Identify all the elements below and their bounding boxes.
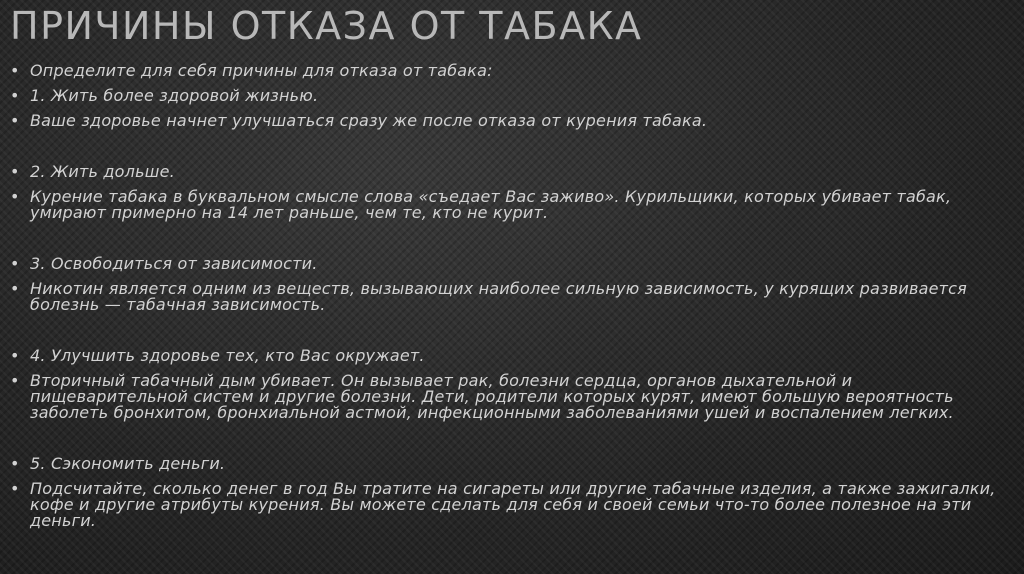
bullet-dot-icon: • (10, 86, 20, 105)
bullet-reason-2-detail (10, 189, 1010, 221)
bullet-dot-icon: • (10, 346, 20, 365)
bullet-reason-1 (10, 88, 1010, 104)
bullet-text: 5. Сэкономить деньги. (30, 454, 226, 473)
bullet-text: Определите для себя причины для отказа от табака: (30, 61, 493, 80)
bullet-text: Вторичный табачный дым убивает. Он вызывает рак, болезни сердца, органов дыхательной и пищеварительной систем и другие болезни. Дети, родители которых курят, имеют большую вероятность заболеть бронхитом, бронхиальной астмой, инфекционными заболеваниями ушей и воспалением легких. (30, 371, 954, 422)
bullet-reason-5 (10, 456, 1010, 472)
bullet-text: Курение табака в буквальном смысле слова «съедает Вас заживо». Курильщики, которых убивает табак, умирают примерно на 14 лет раньше, чем те, кто не курит. (30, 187, 952, 222)
bullet-dot-icon: • (10, 162, 20, 181)
bullet-reason-3 (10, 256, 1010, 272)
bullet-reason-2 (10, 164, 1010, 180)
slide-title: ПРИЧИНЫ ОТКАЗА ОТ ТАБАКА (10, 4, 643, 48)
bullet-text: Подсчитайте, сколько денег в год Вы тратите на сигареты или другие табачные изделия, а также зажигалки, кофе и другие атрибуты курения. Вы можете сделать для себя и своей семьи что-то более полезное на эти деньги. (30, 479, 996, 530)
bullet-reason-1-detail (10, 113, 1010, 129)
bullet-dot-icon: • (10, 371, 20, 390)
bullet-text: 2. Жить дольше. (30, 162, 175, 181)
bullet-intro (10, 63, 1010, 79)
bullet-dot-icon: • (10, 111, 20, 130)
bullet-reason-3-detail (10, 281, 1010, 313)
bullet-dot-icon: • (10, 279, 20, 298)
bullet-text: 3. Освободиться от зависимости. (30, 254, 318, 273)
bullet-text: 4. Улучшить здоровье тех, кто Вас окружает. (30, 346, 425, 365)
bullet-dot-icon: • (10, 454, 20, 473)
bullet-dot-icon: • (10, 61, 20, 80)
bullet-text: Ваше здоровье начнет улучшаться сразу же после отказа от курения табака. (30, 111, 708, 130)
bullet-reason-5-detail (10, 481, 1010, 529)
bullet-reason-4-detail (10, 373, 1010, 421)
bullet-dot-icon: • (10, 254, 20, 273)
bullet-text: Никотин является одним из веществ, вызывающих наиболее сильную зависимость, у курящих развивается болезнь — табачная зависимость. (30, 279, 968, 314)
bullet-dot-icon: • (10, 479, 20, 498)
bullet-text: 1. Жить более здоровой жизнью. (30, 86, 319, 105)
bullet-reason-4 (10, 348, 1010, 364)
bullet-list (10, 63, 1010, 529)
bullet-dot-icon: • (10, 187, 20, 206)
